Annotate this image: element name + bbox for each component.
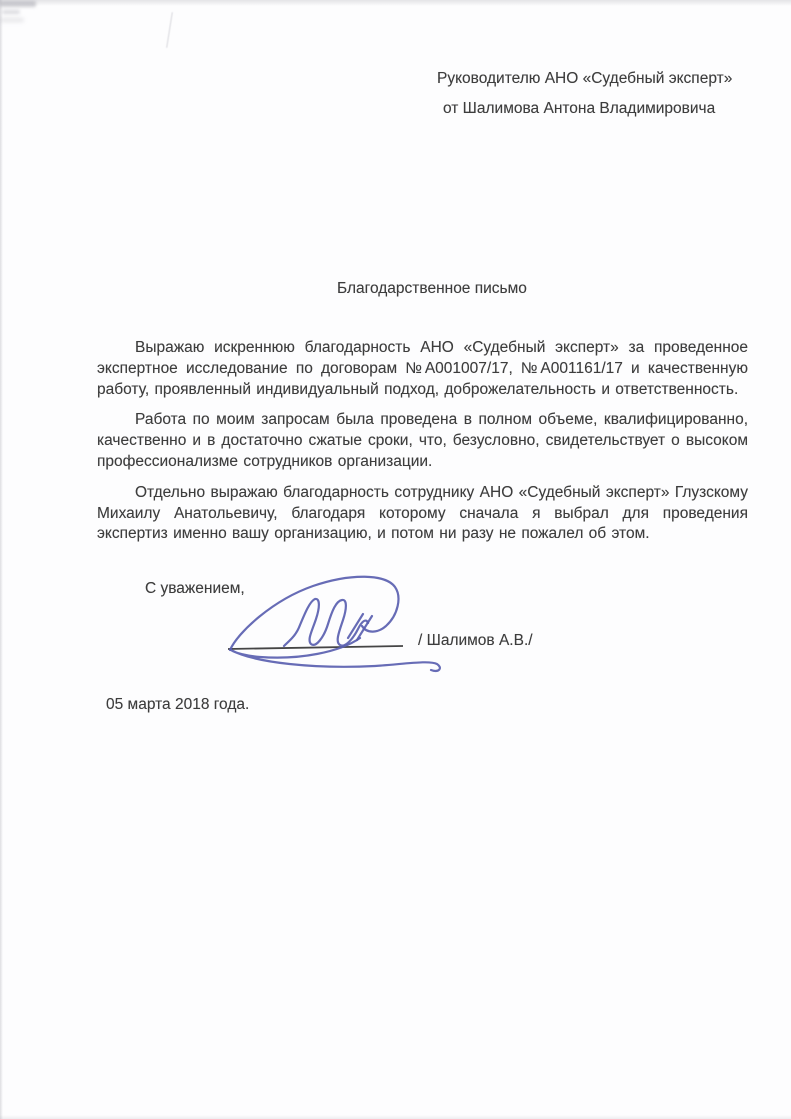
closing-salutation: С уважением,	[145, 580, 245, 597]
handwritten-signature-icon	[205, 570, 555, 685]
signature-stroke	[348, 614, 363, 638]
scan-edge-left	[0, 0, 3, 1119]
body-paragraph-3: Отдельно выражаю благодарность сотруднику АНО «Судебный эксперт» Глузскому Михаилу Анатольевичу, благодаря которому сначала я выбрал для проведения экспертиз именно вашу организацию, и потом ни разу не пожалел об этом.	[97, 483, 748, 543]
recipient-line: Руководителю АНО «Судебный эксперт»	[437, 70, 733, 87]
signature-stroke	[231, 638, 440, 671]
scan-smudge	[0, 18, 24, 22]
letter-body	[97, 338, 748, 555]
signature-stroke	[230, 577, 398, 650]
signature-stroke	[284, 599, 368, 646]
scan-edge-bottom	[0, 1115, 791, 1119]
sender-line: от Шалимова Антона Владимировича	[443, 100, 716, 117]
body-paragraph-1: Выражаю искреннюю благодарность АНО «Судебный эксперт» за проведенное экспертное исследование по договорам №А001007/17, №А001161/17 и качественную работу, проявленный индивидуальный подход, доброжелательность и ответственность.	[97, 339, 748, 398]
signer-name: / Шалимов А.В./	[418, 632, 533, 649]
signature-stroke	[357, 616, 372, 640]
scan-smudge	[0, 1, 36, 7]
letter-title: Благодарственное письмо	[337, 280, 527, 297]
signature-underline	[228, 646, 403, 649]
body-paragraph-2: Работа по моим запросам была проведена в полном объеме, квалифицированно, качественно и в достаточно сжатые сроки, что, безусловно, свидетельствует о высоком профессионализме сотрудников организации.	[97, 411, 748, 470]
scan-smudge	[2, 10, 20, 14]
scan-edge-top	[0, 0, 791, 6]
scan-hairline-artifact	[166, 12, 173, 48]
letter-date: 05 марта 2018 года.	[106, 696, 250, 713]
